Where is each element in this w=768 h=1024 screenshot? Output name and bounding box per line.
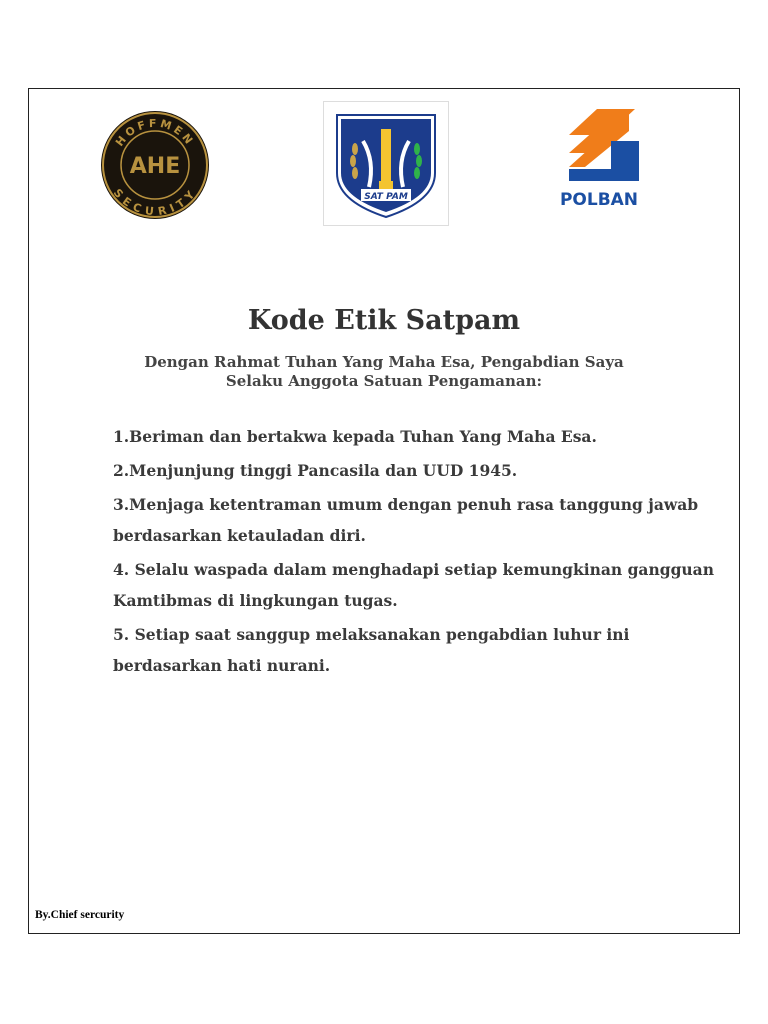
document-subtitle bbox=[29, 353, 739, 391]
code-of-ethics-list bbox=[113, 421, 733, 684]
list-item-1: 1.Beriman dan bertakwa kepada Tuhan Yang Maha Esa. bbox=[113, 427, 597, 446]
hoffmen-ring-bottom-text: SECURITY bbox=[110, 186, 200, 219]
polban-logo bbox=[539, 105, 659, 215]
polban-logo-text: POLBAN bbox=[559, 190, 639, 210]
hoffmen-monogram: AHE bbox=[129, 154, 181, 179]
satpam-emblem-text: SAT PAM bbox=[364, 192, 408, 202]
hoffmen-ring-top-text: HOFFMEN bbox=[113, 116, 197, 149]
list-item-4: 4. Selalu waspada dalam menghadapi setiap kemungkinan gangguan Kamtibmas di lingkungan tugas. bbox=[113, 560, 714, 610]
document-title: Kode Etik Satpam bbox=[247, 305, 521, 336]
satpam-emblem-logo bbox=[323, 101, 449, 226]
subtitle-line-1: Dengan Rahmat Tuhan Yang Maha Esa, Pengabdian Saya bbox=[144, 353, 624, 371]
document-frame bbox=[28, 88, 740, 934]
footer-signature: By.Chief sercurity bbox=[35, 909, 125, 921]
list-item-3: 3.Menjaga ketentraman umum dengan penuh rasa tanggung jawab berdasarkan ketauladan diri. bbox=[113, 495, 699, 545]
list-item-2: 2.Menjunjung tinggi Pancasila dan UUD 1945. bbox=[113, 461, 518, 480]
list-item-5: 5. Setiap saat sanggup melaksanakan pengabdian luhur ini berdasarkan hati nurani. bbox=[113, 625, 630, 675]
subtitle-line-2: Selaku Anggota Satuan Pengamanan: bbox=[225, 372, 543, 390]
hoffmen-security-logo bbox=[99, 109, 211, 221]
